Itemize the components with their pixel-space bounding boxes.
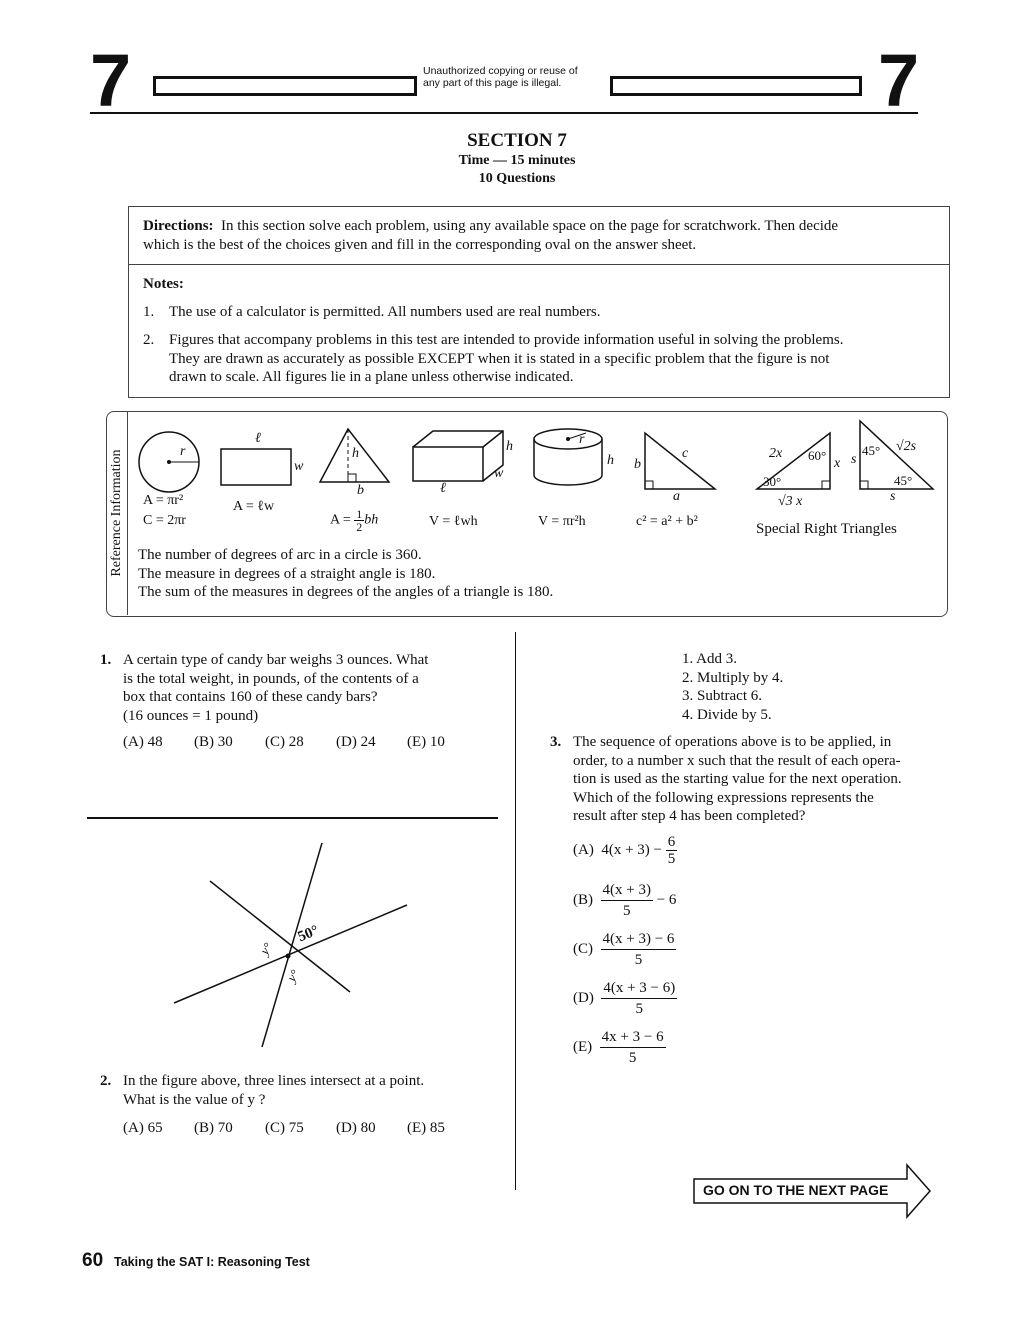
q1-line1: A certain type of candy bar weighs 3 ounces. What	[123, 652, 429, 668]
q3-step-1: 1. Add 3.	[682, 651, 738, 667]
q3-num: 3.	[550, 734, 562, 750]
note2-line2: They are drawn as accurately as possible EXCEPT when it is stated in a specific problem that the figure is not	[169, 350, 830, 367]
srt-root3x-label: √3 x	[778, 494, 803, 509]
srt-s2-label: s	[890, 489, 896, 504]
circle-circumference-formula: C = 2πr	[143, 513, 186, 528]
q3-choice-d-den: 5	[635, 1001, 644, 1017]
q2-angle-50-label: 50°	[295, 922, 322, 946]
reference-facts	[138, 546, 838, 602]
q3-choice-a-num: 6	[667, 834, 676, 850]
q3-choice-c-num: 4(x + 3) − 6	[601, 929, 677, 950]
q1-line3: box that contains 160 of these candy bars?	[123, 689, 378, 705]
triangle-area-num: 1	[356, 507, 363, 521]
q3-line2: order, to a number x such that the result of each opera-	[573, 752, 901, 769]
q2-number	[100, 1072, 111, 1091]
q1-text	[123, 651, 503, 725]
rectangle-figure	[221, 449, 291, 485]
q3-step-3: 3. Subtract 6.	[682, 688, 762, 704]
copyright-line2: any part of this page is illegal.	[423, 77, 562, 89]
note2-line3: drawn to scale. All figures lie in a plane unless otherwise indicated.	[169, 369, 574, 385]
go-on-next-page: GO ON TO THE NEXT PAGE	[703, 1182, 889, 1198]
q3-steps	[682, 650, 783, 724]
header-bar-right	[610, 76, 862, 96]
page-number: 60	[82, 1250, 104, 1271]
pyth-a-label: a	[673, 489, 680, 504]
triangle-area-half	[354, 508, 364, 533]
circle-figure	[139, 432, 199, 492]
q1-line2: is the total weight, in pounds, of the contents of a	[123, 670, 419, 687]
q3-choice-b-num: 4(x + 3)	[601, 880, 653, 901]
directions-divider	[129, 264, 949, 265]
q2-intersection-point	[286, 954, 291, 959]
q1-choice-b[interactable]: (B) 30	[194, 734, 233, 750]
q2-choices	[123, 1119, 445, 1138]
q3-choice-c-den: 5	[634, 952, 643, 968]
q3-choice-e-den: 5	[628, 1050, 637, 1066]
pyth-c-label: c	[682, 446, 689, 461]
box-w-label: w	[494, 466, 504, 481]
column-divider	[515, 632, 516, 1190]
srt-60-label: 60°	[808, 448, 827, 463]
notes-label: Notes:	[143, 276, 184, 292]
srt-2x-label: 2x	[769, 446, 783, 461]
q2-choice-c[interactable]: (C) 75	[265, 1120, 304, 1136]
copyright-notice	[423, 65, 603, 89]
section-number-right: 7	[878, 39, 920, 122]
circle-area-formula: A = πr²	[143, 493, 184, 508]
q2-choice-e[interactable]: (E) 85	[407, 1120, 445, 1136]
q2-choice-b[interactable]: (B) 70	[194, 1120, 233, 1136]
q3-choice-a-frac	[666, 834, 678, 867]
q3-choice-c[interactable]	[573, 929, 676, 970]
q3-choice-b-tail: − 6	[656, 891, 677, 908]
triangle-area-formula	[330, 508, 378, 533]
section-number-left: 7	[90, 39, 132, 122]
q3-step-2: 2. Multiply by 4.	[682, 669, 784, 686]
box-figure	[413, 431, 503, 481]
q3-choice-e-num: 4x + 3 − 6	[600, 1027, 666, 1048]
q3-number	[550, 733, 561, 752]
q2-line2: What is the value of y ?	[123, 1091, 266, 1108]
q2-line-1	[210, 881, 350, 992]
q1-line4: (16 ounces = 1 pound)	[123, 707, 259, 724]
q3-choice-a[interactable]	[573, 834, 677, 867]
triangle-area-bh: bh	[364, 512, 379, 528]
note2-line1: Figures that accompany problems in this test are intended to provide information useful in solving the problems.	[169, 332, 844, 348]
note2	[169, 331, 944, 387]
question-separator	[87, 817, 498, 819]
cylinder-figure	[534, 429, 602, 485]
special-right-triangles-label: Special Right Triangles	[756, 521, 897, 537]
box-volume-formula: V = ℓwh	[429, 514, 478, 529]
srt-root2s-label: √2s	[896, 439, 917, 454]
q1-choice-a[interactable]: (A) 48	[123, 734, 163, 750]
q3-line3: tion is used as the starting value for the next operation.	[573, 771, 902, 787]
directions-label: Directions:	[143, 218, 214, 234]
q3-choice-a-label: (A)	[573, 841, 594, 858]
q3-choice-b[interactable]	[573, 880, 676, 921]
rect-area-formula: A = ℓw	[233, 499, 275, 514]
time-limit: Time — 15 minutes	[458, 153, 576, 168]
q3-line4: Which of the following expressions represents the	[573, 789, 874, 806]
reference-side-label: Reference Information	[109, 449, 124, 577]
note1: The use of a calculator is permitted. All numbers used are real numbers.	[169, 304, 601, 320]
q3-choice-d-frac	[601, 978, 677, 1019]
q3-text	[573, 733, 953, 826]
directions-line2: which is the best of the choices given and fill in the corresponding oval on the answer sheet.	[143, 236, 697, 253]
q3-line5: result after step 4 has been completed?	[573, 808, 806, 824]
cylinder-h-label: h	[607, 453, 614, 468]
q3-step-4: 4. Divide by 5.	[682, 706, 772, 723]
q3-choice-a-expr: 4(x + 3) −	[601, 841, 662, 858]
q2-choice-a[interactable]: (A) 65	[123, 1120, 163, 1136]
q3-choice-b-frac	[601, 880, 653, 921]
q2-angle-y2-label: y°	[283, 966, 303, 985]
q3-choice-e[interactable]	[573, 1027, 666, 1068]
section-title: SECTION 7	[467, 130, 567, 151]
q3-choice-b-den: 5	[622, 903, 631, 919]
q3-choice-d-label: (D)	[573, 989, 594, 1006]
q3-choice-a-den: 5	[667, 851, 676, 867]
q1-num: 1.	[100, 652, 112, 668]
cylinder-r-label: r	[579, 432, 585, 447]
pythagorean-triangle-figure	[645, 433, 715, 489]
fact-triangle-sum: The sum of the measures in degrees of the angles of a triangle is 180.	[138, 584, 554, 600]
q1-choice-d[interactable]: (D) 24	[336, 734, 376, 750]
triangle-area-a: A =	[330, 512, 351, 528]
q3-choice-c-label: (C)	[573, 940, 593, 957]
q3-choice-b-label: (B)	[573, 891, 593, 908]
pythagorean-formula: c² = a² + b²	[636, 514, 698, 529]
q1-choice-c[interactable]: (C) 28	[265, 734, 304, 750]
srt-45a-label: 45°	[862, 443, 881, 458]
directions-line1: In this section solve each problem, using any available space on the page for scratchwork. Then decide	[221, 218, 839, 234]
box-l-label: ℓ	[440, 481, 446, 496]
q2-num: 2.	[100, 1073, 112, 1089]
q2-figure	[160, 835, 430, 1055]
q3-choice-e-frac	[600, 1027, 666, 1068]
copyright-line1: Unauthorized copying or reuse of	[423, 65, 578, 77]
triangle-b-label: b	[357, 483, 364, 498]
q3-line1: The sequence of operations above is to be applied, in	[573, 734, 892, 750]
q1-number	[100, 651, 111, 670]
cylinder-volume-formula: V = πr²h	[538, 514, 586, 529]
q1-choices	[123, 733, 445, 752]
header-rule	[90, 112, 918, 114]
q3-choice-e-label: (E)	[573, 1038, 593, 1055]
srt-x-label: x	[834, 456, 841, 471]
q2-line-3	[174, 905, 407, 1003]
box-h-label: h	[506, 439, 513, 454]
q3-choice-c-frac	[601, 929, 677, 970]
fact-arc-degrees: The number of degrees of arc in a circle is 360.	[138, 547, 422, 563]
srt-s-label: s	[851, 452, 857, 467]
q2-choice-d[interactable]: (D) 80	[336, 1120, 376, 1136]
question-count: 10 Questions	[478, 171, 556, 186]
triangle-area-den: 2	[356, 520, 363, 534]
book-title: Taking the SAT I: Reasoning Test	[114, 1255, 310, 1269]
q2-angle-y1-label: y°	[256, 939, 276, 958]
q1-choice-e[interactable]: (E) 10	[407, 734, 445, 750]
q2-line1: In the figure above, three lines intersect at a point.	[123, 1073, 425, 1089]
q2-text	[123, 1072, 503, 1109]
rect-l-label: ℓ	[255, 431, 261, 446]
note1-num: 1.	[143, 304, 155, 320]
section-title-block	[312, 130, 722, 188]
pyth-b-label: b	[634, 457, 641, 472]
q3-choice-d[interactable]	[573, 978, 677, 1019]
srt-45b-label: 45°	[894, 473, 913, 488]
note2-num: 2.	[143, 332, 155, 348]
q3-choice-d-num: 4(x + 3 − 6)	[601, 978, 677, 999]
rect-w-label: w	[294, 459, 304, 474]
directions-text	[143, 217, 943, 254]
srt-30-label: 30°	[763, 474, 782, 489]
header-bar-left	[153, 76, 417, 96]
fact-straight-angle: The measure in degrees of a straight angle is 180.	[138, 565, 436, 582]
circle-r-label: r	[180, 444, 186, 459]
triangle-h-label: h	[352, 446, 359, 461]
directions-box	[128, 206, 950, 398]
